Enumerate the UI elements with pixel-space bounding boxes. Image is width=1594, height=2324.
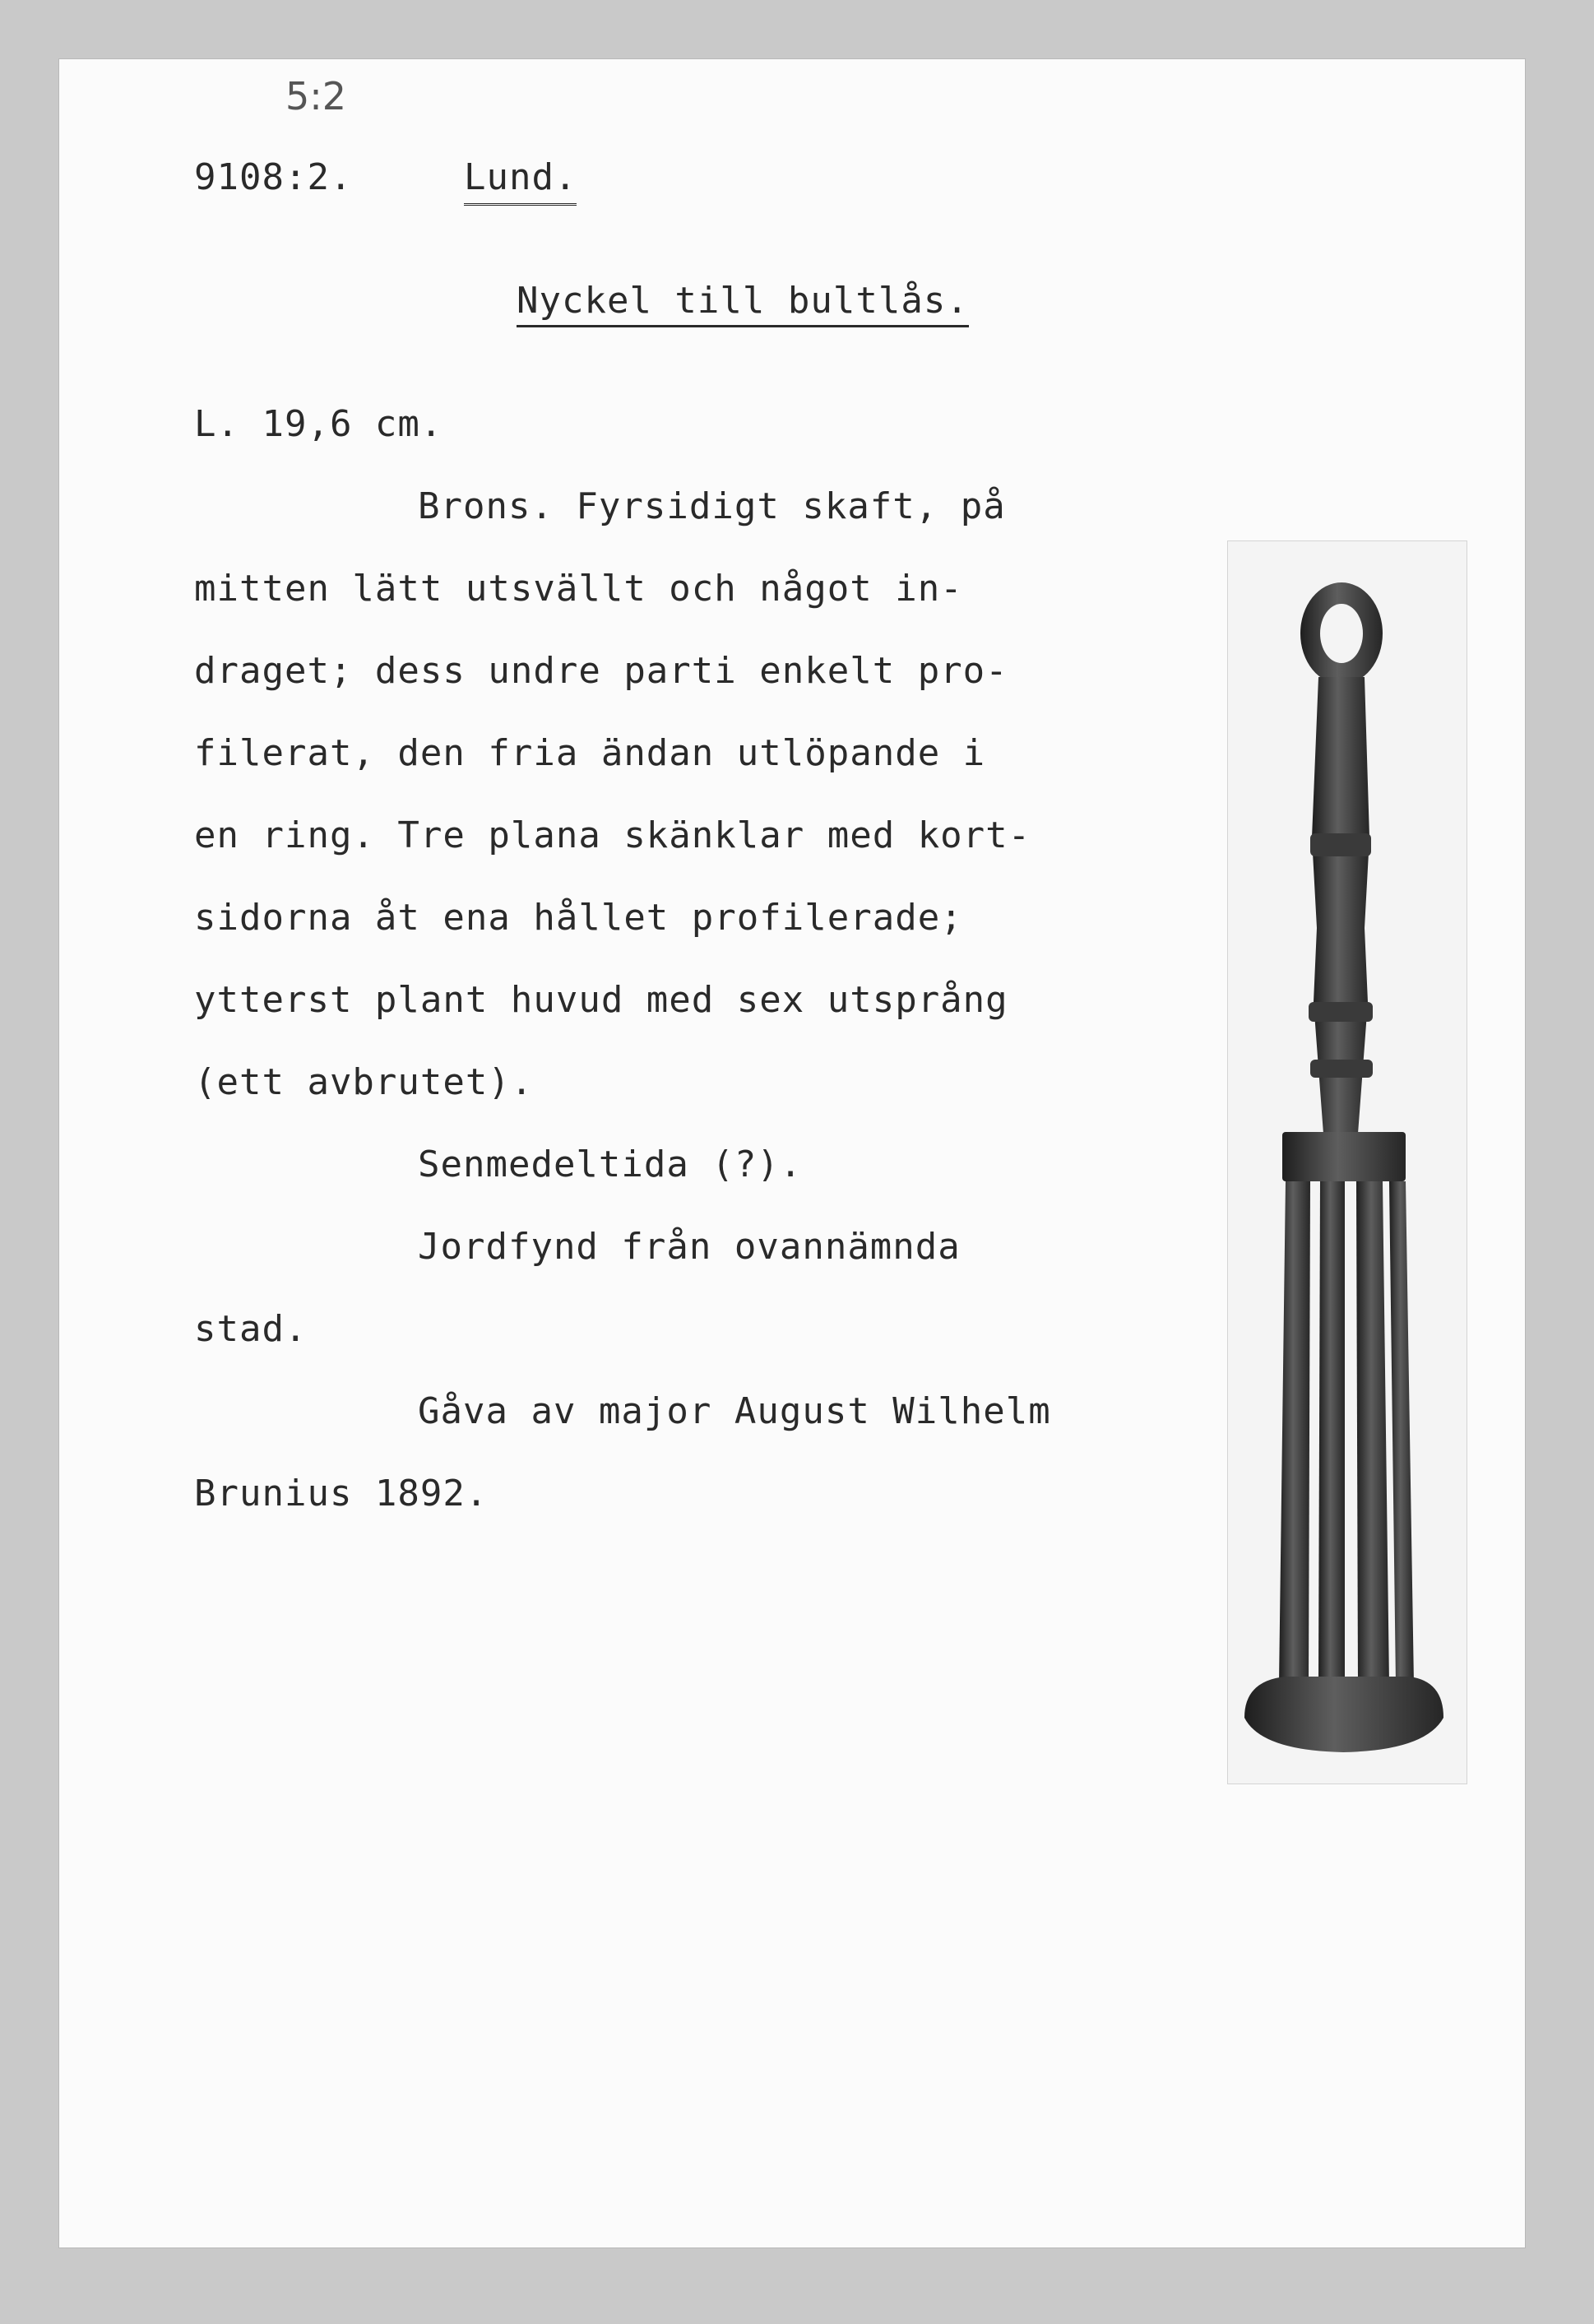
dating: Senmedeltida (?). bbox=[418, 1143, 803, 1185]
catalog-number: 9108:2. bbox=[194, 156, 353, 198]
description-line: (ett avbrutet). bbox=[194, 1061, 534, 1103]
description-line: sidorna åt ena hållet profilerade; bbox=[194, 897, 963, 939]
donation-line: Gåva av major August Wilhelm bbox=[418, 1390, 1051, 1432]
page-title: Nyckel till bultlås. bbox=[517, 280, 969, 327]
length: L. 19,6 cm. bbox=[194, 403, 443, 445]
find-line: stad. bbox=[194, 1308, 308, 1350]
catalog-card bbox=[59, 59, 1525, 2247]
handwritten-ref: 5:2 bbox=[285, 74, 347, 118]
description-line: Brons. Fyrsidigt skaft, på bbox=[418, 485, 1006, 527]
find-line: Jordfynd från ovannämnda bbox=[418, 1226, 961, 1268]
description-line: mitten lätt utsvällt och något in- bbox=[194, 568, 963, 610]
donation-line: Brunius 1892. bbox=[194, 1473, 489, 1515]
place: Lund. bbox=[464, 156, 577, 206]
description-line: filerat, den fria ändan utlöpande i bbox=[194, 732, 986, 774]
description-line: ytterst plant huvud med sex utsprång bbox=[194, 979, 1008, 1021]
key-photo bbox=[1227, 540, 1467, 1784]
description-line: en ring. Tre plana skänklar med kort- bbox=[194, 814, 1031, 856]
key-photo-icon bbox=[1228, 541, 1467, 1784]
description-line: draget; dess undre parti enkelt pro- bbox=[194, 650, 1008, 692]
